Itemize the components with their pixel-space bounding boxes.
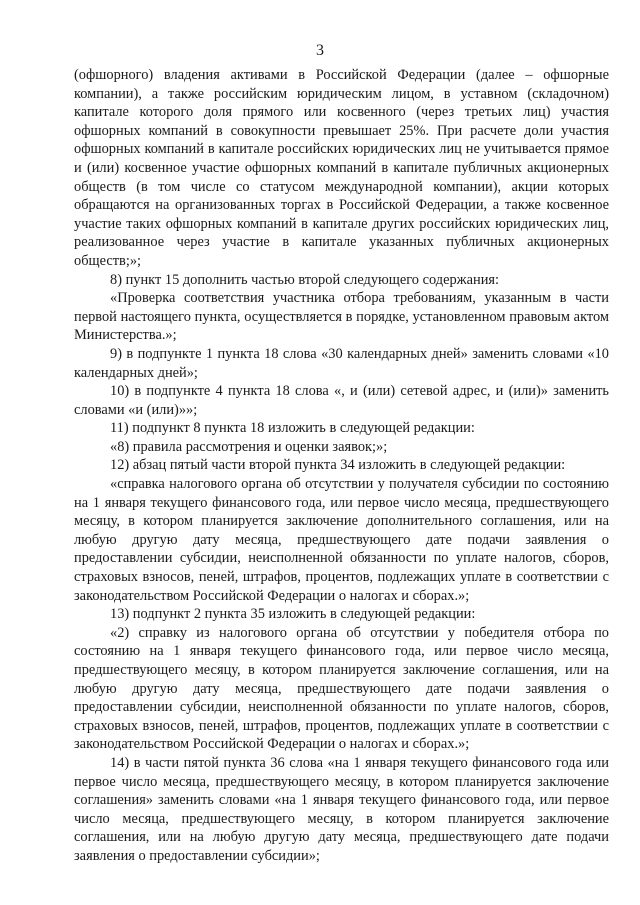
paragraph-item-12: 12) абзац пятый части второй пункта 34 изложить в следующей редакции: [110,457,566,474]
paragraph-item-12-text: «справка налогового органа об отсутствии у получателя субсидии по состоянию на 1 января текущего финансового года, или первое число месяца, предшествующего месяцу, в котором планируется заключение дополнительного соглашения, или на любую другую дату месяца, предшествующего дате подачи заявления о предоставлении субсидии, неисполненной обязанности по уплате налогов, сборов, страховых взносов, пеней, штрафов, процентов, подлежащих уплате в соответствии с законодательством Российской Федерации о налогах и сборах.»; [74,476,609,604]
document-body [74,66,609,866]
paragraph-item-9: 9) в подпункте 1 пункта 18 слова «30 календарных дней» заменить словами «10 календарных дней»; [74,345,609,381]
paragraph-item-8: 8) пункт 15 дополнить частью второй следующего содержания: [110,271,500,288]
paragraph-item-11: 11) подпункт 8 пункта 18 изложить в следующей редакции: [110,420,475,437]
paragraph-item-13: 13) подпункт 2 пункта 35 изложить в следующей редакции: [110,606,476,623]
paragraph-item-8-text: «Проверка соответствия участника отбора требованиям, указанным в части первой настоящего пункта, осуществляется в порядке, установленном правовым актом Министерства.»; [74,290,609,344]
paragraph-item-14: 14) в части пятой пункта 36 слова «на 1 января текущего финансового года или первое число месяца, предшествующего месяцу, в котором планируется заключение соглашения» заменить словами «на 1 января текущего финансового года, или первое число месяца, предшествующего месяцу, в котором планируется заключение соглашения, или на любую другую дату месяца, предшествующего дате подачи заявления о предоставлении субсидии»; [74,754,609,864]
paragraph-item-10: 10) в подпункте 4 пункта 18 слова «, и (или) сетевой адрес, и (или)» заменить словами «и (или)»»; [74,383,609,418]
page-number: 3 [316,42,324,59]
paragraph-item-13-text: «2) справку из налогового органа об отсутствии у победителя отбора по состоянию на 1 января текущего финансового года, или первое число месяца, предшествующего месяцу, в котором планируется заключение соглашения, или на любую другую дату месяца, предшествующего дате подачи заявления о предоставлении субсидии, неисполненной обязанности по уплате налогов, сборов, страховых взносов, пеней, штрафов, процентов, подлежащих уплате в соответствии с законодательством Российской Федерации о налогах и сборах.»; [74,624,609,753]
paragraph-item-11-text: «8) правила рассмотрения и оценки заявок;»; [110,438,388,455]
paragraph-offshore-continuation: (офшорного) владения активами в Российской Федерации (далее – офшорные компании), а также российским юридическим лицом, в уставном (складочном) капитале которого доля прямого или косвенного (через третьих лиц) участия офшорных компаний в совокупности превышает 25%. При расчете доли участия офшорных компаний в капитале российских юридических лиц не учитывается прямое и (или) косвенное участие офшорных компаний в капитале публичных акционерных обществ (в том числе со статусом международной компании), акции которых обращаются на организованных торгах в Российской Федерации, а также косвенное участие таких офшорных компаний в капитале других российских юридических лиц, реализованное через участие в капитале указанных публичных акционерных обществ;»; [74,67,609,269]
